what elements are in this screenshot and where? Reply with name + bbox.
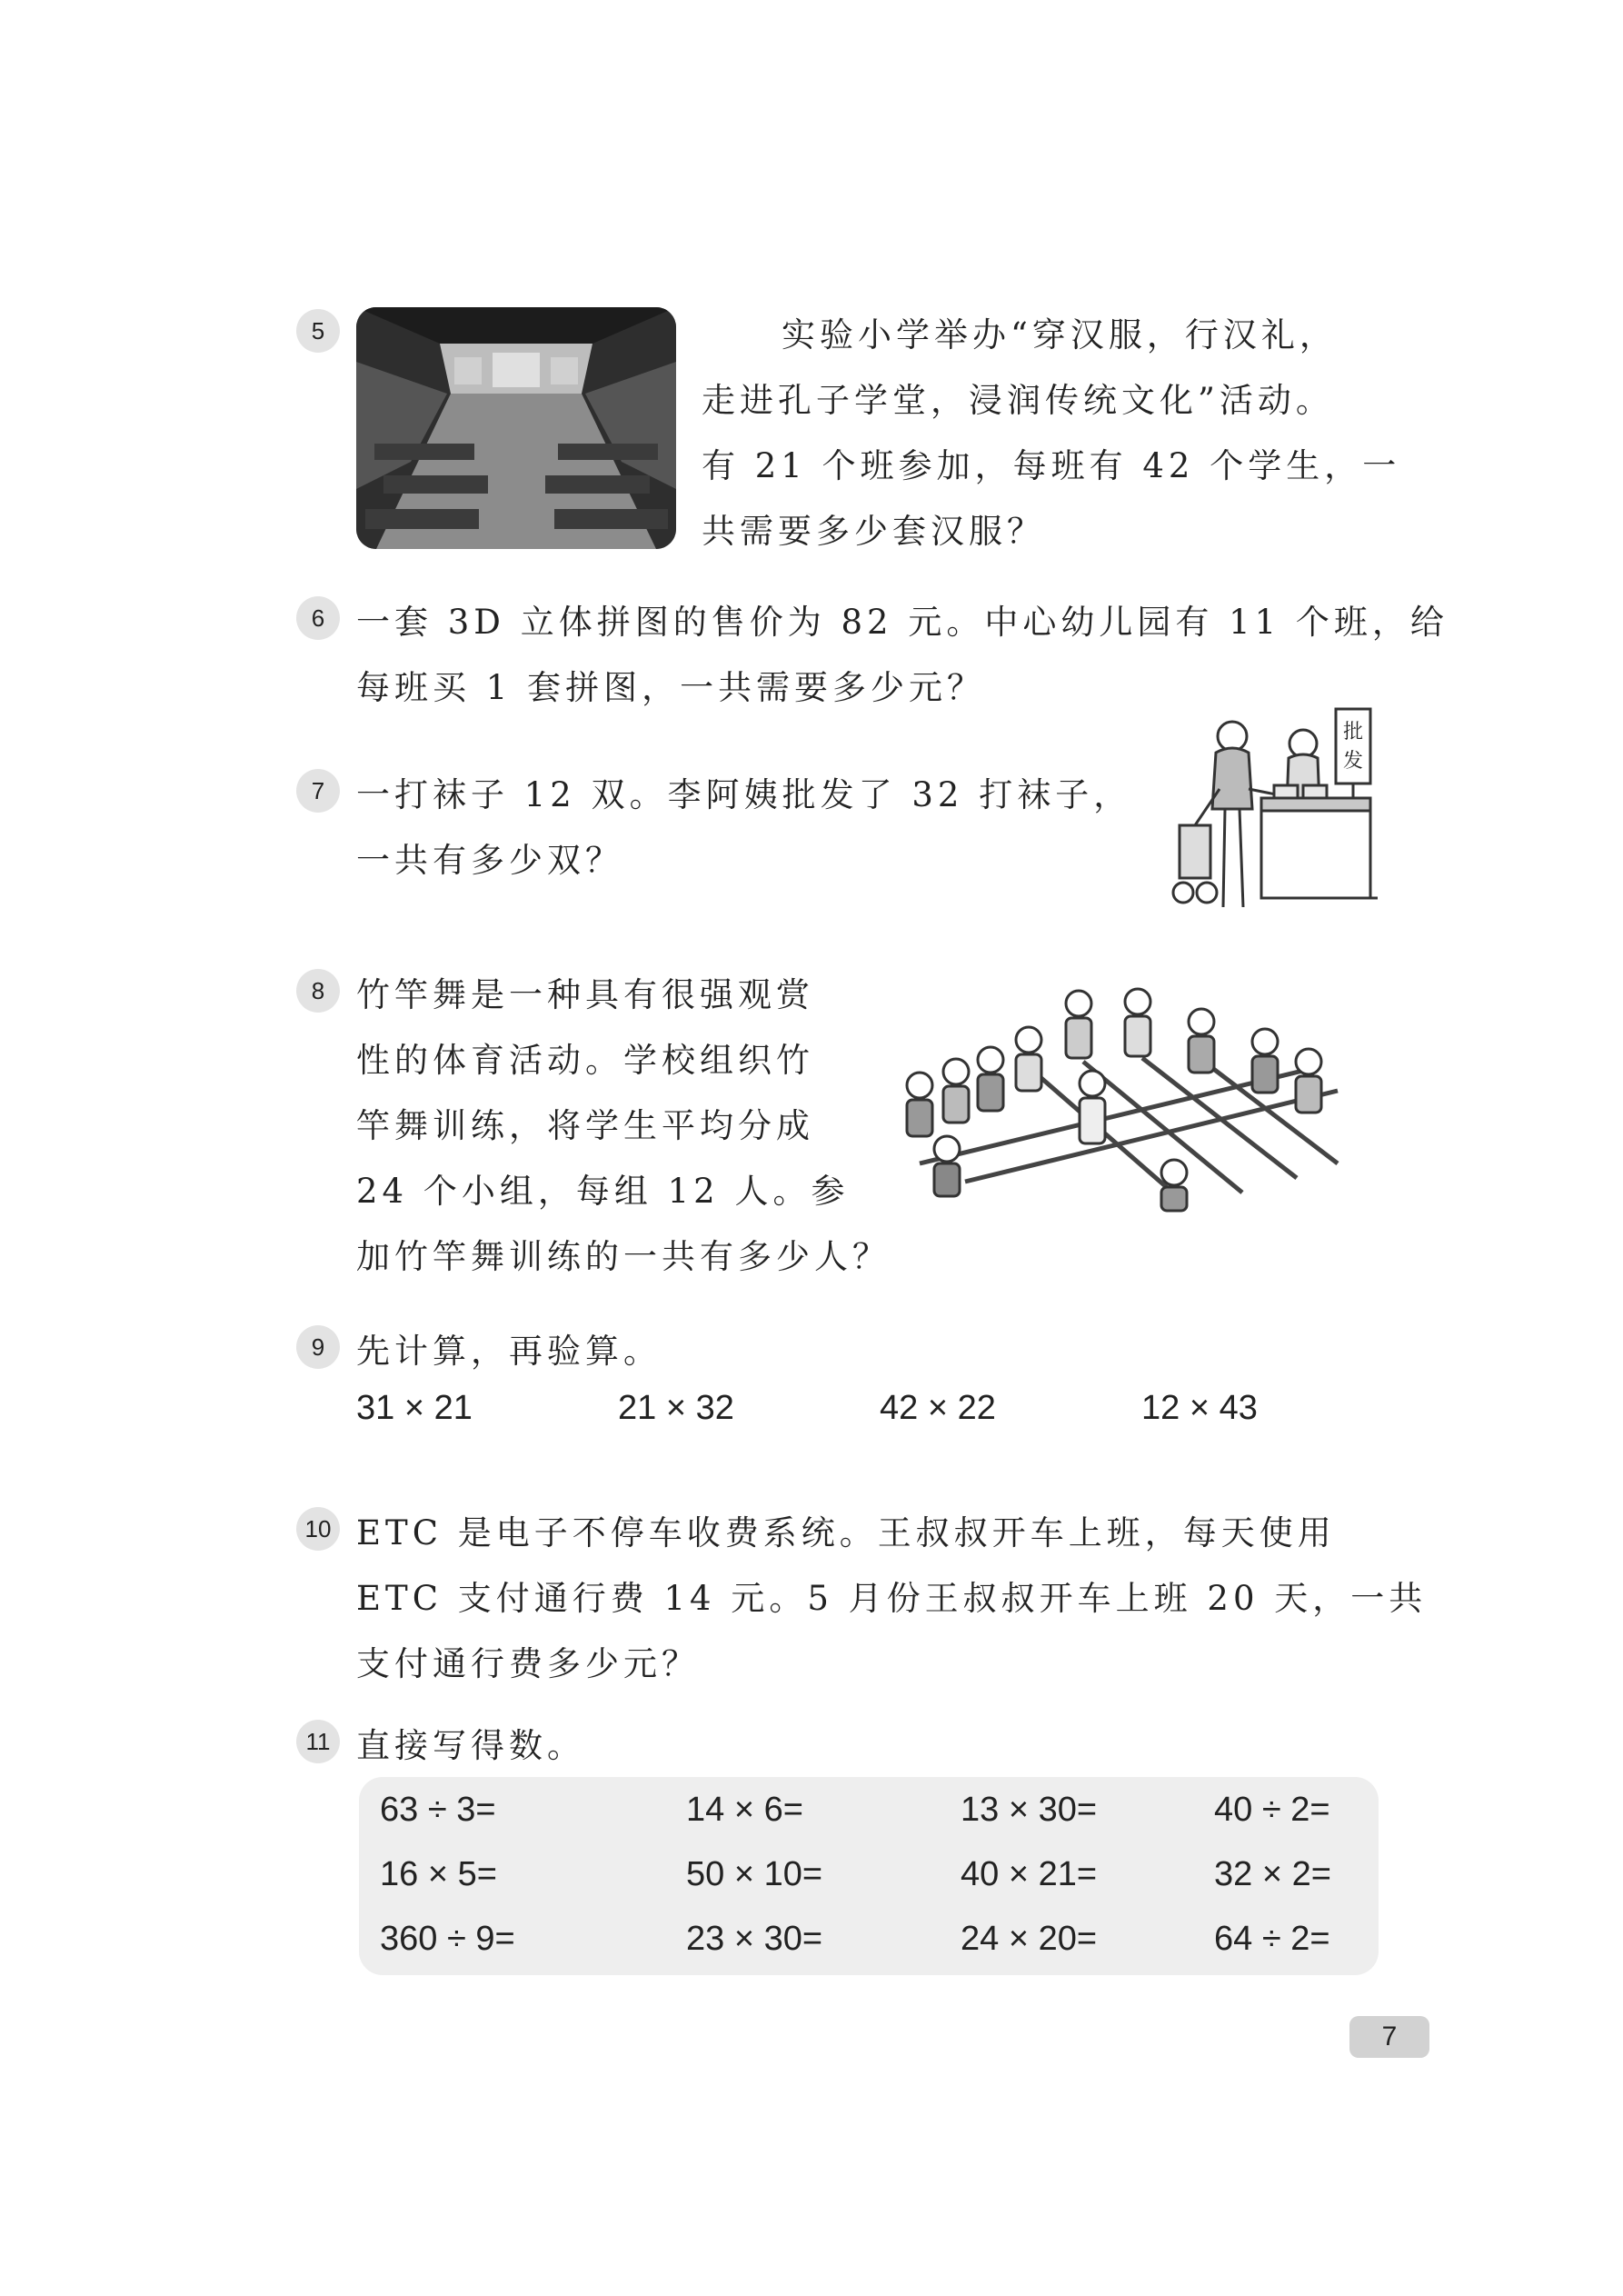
problem-8-line-3: 竿舞训练，将学生平均分成 — [356, 1106, 814, 1145]
problem-5-line-4: 共需要多少套汉服？ — [702, 512, 1045, 551]
oral-exercise: 40 ÷ 2= — [1214, 1791, 1330, 1829]
wholesale-drawing — [1125, 707, 1379, 925]
problem-10-line-2: ETC 支付通行费 14 元。5 月份王叔叔开车上班 20 天，一共 — [356, 1579, 1428, 1618]
problem-10-line-3: 支付通行费多少元？ — [356, 1644, 700, 1683]
exercise-9-3: 42 × 22 — [880, 1389, 996, 1427]
exercise-9-1: 31 × 21 — [356, 1389, 473, 1427]
bamboo-dance-illustration — [883, 985, 1365, 1213]
problem-number-5: 5 — [296, 309, 340, 353]
wholesale-illustration — [1125, 707, 1379, 925]
oral-exercise: 50 × 10= — [686, 1855, 823, 1893]
classroom-photo-drawing — [356, 307, 676, 549]
problem-number-7: 7 — [296, 769, 340, 813]
oral-exercise: 32 × 2= — [1214, 1855, 1331, 1893]
oral-exercise: 360 ÷ 9= — [380, 1920, 515, 1958]
problem-7-line-2: 一共有多少双？ — [356, 841, 623, 880]
problem-number-6: 6 — [296, 596, 340, 640]
oral-exercise: 64 ÷ 2= — [1214, 1920, 1330, 1958]
problem-10-line-1: ETC 是电子不停车收费系统。王叔叔开车上班，每天使用 — [356, 1513, 1336, 1552]
problem-number-9: 9 — [296, 1325, 340, 1369]
oral-exercise: 23 × 30= — [686, 1920, 823, 1958]
problem-5-line-2: 走进孔子学堂，浸润传统文化”活动。 — [702, 381, 1334, 420]
problem-number-8: 8 — [296, 969, 340, 1013]
oral-exercise: 63 ÷ 3= — [380, 1791, 496, 1829]
oral-exercise: 24 × 20= — [961, 1920, 1098, 1958]
problem-8-line-2: 性的体育活动。学校组织竹 — [356, 1041, 814, 1080]
problem-11-instruction: 直接写得数。 — [356, 1726, 585, 1765]
problem-9-instruction: 先计算，再验算。 — [356, 1332, 662, 1371]
problem-7-line-1: 一打袜子 12 双。李阿姨批发了 32 打袜子， — [356, 775, 1132, 814]
problem-5-line-1: 实验小学举办“穿汉服，行汉礼， — [782, 315, 1338, 354]
problem-8-line-4: 24 个小组，每组 12 人。参 — [356, 1172, 850, 1211]
oral-exercise: 40 × 21= — [961, 1855, 1098, 1893]
problem-5-line-3: 有 21 个班参加，每班有 42 个学生，一 — [702, 446, 1401, 485]
problem-8-line-5: 加竹竿舞训练的一共有多少人？ — [356, 1237, 891, 1276]
sign-text-2: 发 — [1342, 750, 1364, 773]
oral-exercise: 16 × 5= — [380, 1855, 497, 1893]
problem-6-line-1: 一套 3D 立体拼图的售价为 82 元。中心幼儿园有 11 个班，给 — [356, 603, 1449, 642]
page-number: 7 — [1349, 2016, 1429, 2058]
problem-8-line-1: 竹竿舞是一种具有很强观赏 — [356, 975, 814, 1014]
exercise-9-4: 12 × 43 — [1141, 1389, 1258, 1427]
oral-exercise: 13 × 30= — [961, 1791, 1098, 1829]
classroom-photo — [356, 307, 676, 549]
oral-exercise: 14 × 6= — [686, 1791, 803, 1829]
problem-6-line-2: 每班买 1 套拼图，一共需要多少元？ — [356, 668, 986, 707]
problem-number-11: 11 — [296, 1720, 340, 1763]
exercise-9-2: 21 × 32 — [618, 1389, 734, 1427]
problem-number-10: 10 — [296, 1507, 340, 1551]
bamboo-dance-drawing — [883, 985, 1365, 1213]
sign-text-1: 批 — [1342, 721, 1364, 744]
